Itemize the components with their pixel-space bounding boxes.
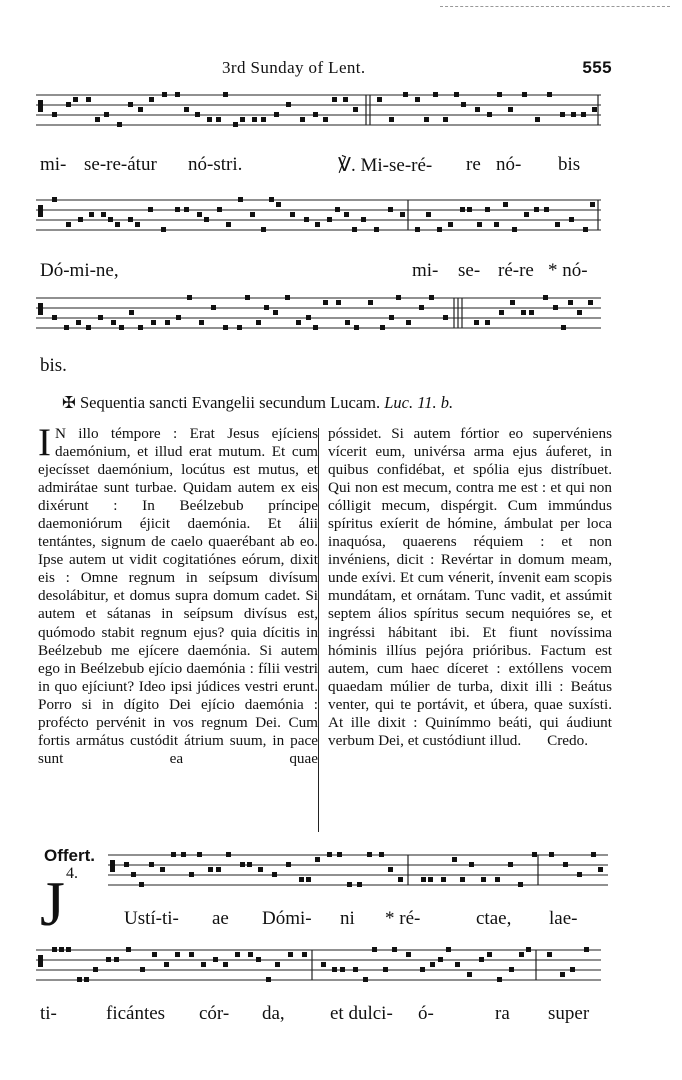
neume-note-icon [66,102,71,107]
neume-note-icon [261,117,266,122]
neume-note-icon [460,877,465,882]
neume-note-icon [469,862,474,867]
neume-note-icon [352,227,357,232]
neume-note-icon [581,112,586,117]
neume-note-icon [429,295,434,300]
neume-note-icon [66,947,71,952]
neume-note-icon [400,212,405,217]
neume-note-icon [52,112,57,117]
chant-clef-icon [38,955,43,967]
neume-note-icon [149,862,154,867]
neume-note-icon [59,947,64,952]
neume-note-icon [189,952,194,957]
neume-note-icon [475,107,480,112]
neume-note-icon [323,300,328,305]
neume-note-icon [563,862,568,867]
neume-note-icon [252,117,257,122]
neume-note-icon [415,227,420,232]
neume-note-icon [532,852,537,857]
chant-syllable: cór- [199,1003,230,1024]
neume-note-icon [509,967,514,972]
neume-note-icon [406,320,411,325]
neume-note-icon [52,947,57,952]
neume-note-icon [583,227,588,232]
neume-note-icon [428,877,433,882]
chant-syllable: nó- [496,154,522,175]
neume-note-icon [274,112,279,117]
neume-note-icon [499,310,504,315]
neume-note-icon [128,217,133,222]
neume-note-icon [165,320,170,325]
neume-note-icon [487,112,492,117]
neume-note-icon [379,852,384,857]
column-divider [318,428,319,832]
neume-note-icon [372,947,377,952]
neume-note-icon [380,325,385,330]
neume-note-icon [306,877,311,882]
gospel-heading [62,393,453,413]
neume-note-icon [199,320,204,325]
neume-note-icon [197,212,202,217]
neume-note-icon [126,947,131,952]
neume-note-icon [187,295,192,300]
neume-note-icon [389,117,394,122]
neume-note-icon [461,102,466,107]
neume-note-icon [161,227,166,232]
chant-syllable: ae [212,908,229,929]
neume-note-icon [332,967,337,972]
neume-note-icon [248,952,253,957]
neume-note-icon [588,300,593,305]
neume-note-icon [223,962,228,967]
neume-note-icon [570,967,575,972]
neume-note-icon [124,862,129,867]
neume-note-icon [388,207,393,212]
chant-syllable: ra [495,1003,510,1024]
chant-syllable: re [466,154,481,175]
neume-note-icon [568,300,573,305]
neume-note-icon [139,882,144,887]
neume-note-icon [296,320,301,325]
neume-note-icon [495,877,500,882]
neume-note-icon [420,967,425,972]
chant-clef-icon [38,205,43,217]
drop-cap: I [38,421,51,464]
neume-note-icon [437,227,442,232]
neume-note-icon [216,117,221,122]
neume-note-icon [343,97,348,102]
neume-note-icon [106,957,111,962]
neume-note-icon [396,295,401,300]
chant-syllable: et dulci- [330,1003,393,1024]
chant-syllable: * ré- [385,908,421,929]
neume-note-icon [195,112,200,117]
neume-note-icon [315,222,320,227]
neume-note-icon [508,107,513,112]
chant-syllable: Dó-mi-ne, [40,260,119,281]
offertory-label: Offert. [44,846,95,865]
neume-note-icon [336,300,341,305]
neume-note-icon [560,112,565,117]
chant-syllable: ré-re [498,260,534,281]
neume-note-icon [208,867,213,872]
chant-staff-4 [108,845,608,905]
neume-note-icon [323,117,328,122]
neume-note-icon [474,320,479,325]
neume-note-icon [273,310,278,315]
neume-note-icon [286,102,291,107]
neume-note-icon [306,315,311,320]
neume-note-icon [247,862,252,867]
gospel-heading-text: ✠ Sequentia sancti Evangelii secundum Lucam. [62,393,381,412]
neume-note-icon [286,862,291,867]
neume-note-icon [89,212,94,217]
neume-note-icon [534,207,539,212]
neume-note-icon [207,117,212,122]
gospel-text-right: póssidet. Si autem fórtior eo supervéniens vícerit eum, univérsa arma ejus áuferet, in quibus confidébat, et spólia ejus distríbuet. Qui non est mecum, contra me est : et qui non cólligit mecum, dispérgit. Cum immúndus spíritus exíerit de hómine, ámbulat per loca inaquósa, quaerens réquiem : et non invéniens, dicit : Revértar in domum meam, unde exívi. Et cum vénerit, ínvenit eam scopis mundátam, et ornátam. Tunc vadit, et assúmit septem álios spíritus secum nequióres se, et ingréssi hábitant ibi. Et fiunt novíssima hóminis illíus pejóra prióribus. Factum est autem, cum haec díceret : extóllens vocem quaedam múlier de turba, dixit illi : Beátus venter, qui te portávit, et úbera, quae suxísti. At ille dixit : Quinímmo beáti, qui áudiunt verbum Dei, et custódiunt illud. [328,425,612,749]
neume-note-icon [217,207,222,212]
neume-note-icon [256,957,261,962]
neume-note-icon [313,112,318,117]
neume-note-icon [438,957,443,962]
neume-note-icon [84,977,89,982]
neume-note-icon [433,92,438,97]
neume-note-icon [86,325,91,330]
chant-syllable: ni [340,908,355,929]
neume-note-icon [98,315,103,320]
neume-note-icon [78,217,83,222]
chant-syllable: ℣. Mi-se-ré- [338,155,433,176]
neume-note-icon [299,877,304,882]
neume-note-icon [235,952,240,957]
neume-note-icon [52,197,57,202]
neume-note-icon [430,962,435,967]
neume-note-icon [76,320,81,325]
chant-syllable: ficántes [106,1003,166,1024]
chant-syllable: ti- [40,1003,57,1024]
neume-note-icon [353,967,358,972]
neume-note-icon [512,227,517,232]
chant-syllable: se-re-átur [84,154,157,175]
neume-note-icon [332,97,337,102]
chant-syllable: mi- [40,154,67,175]
page-edge-mark [440,6,670,8]
neume-note-icon [518,882,523,887]
neume-note-icon [119,325,124,330]
neume-note-icon [204,217,209,222]
neume-note-icon [288,952,293,957]
neume-note-icon [138,107,143,112]
neume-note-icon [266,977,271,982]
neume-note-icon [485,207,490,212]
neume-note-icon [510,300,515,305]
neume-note-icon [285,295,290,300]
neume-note-icon [258,867,263,872]
neume-note-icon [363,977,368,982]
neume-note-icon [151,320,156,325]
neume-note-icon [95,117,100,122]
neume-note-icon [175,207,180,212]
neume-note-icon [135,222,140,227]
neume-note-icon [152,952,157,957]
neume-note-icon [140,967,145,972]
neume-note-icon [256,320,261,325]
neume-note-icon [290,212,295,217]
neume-note-icon [131,872,136,877]
neume-note-icon [250,212,255,217]
neume-note-icon [406,952,411,957]
neume-note-icon [240,862,245,867]
neume-note-icon [521,310,526,315]
neume-note-icon [245,295,250,300]
neume-note-icon [591,852,596,857]
neume-note-icon [160,867,165,872]
neume-note-icon [392,947,397,952]
neume-note-icon [149,97,154,102]
chant-syllable: se- [458,260,481,281]
neume-note-icon [598,867,603,872]
chant-staff-1 [36,85,601,145]
chant-syllable: * nó- [548,260,588,281]
neume-note-icon [555,222,560,227]
neume-note-icon [171,852,176,857]
neume-note-icon [233,122,238,127]
neume-note-icon [443,117,448,122]
neume-note-icon [264,305,269,310]
neume-note-icon [497,92,502,97]
chant-syllable: super [548,1003,590,1024]
neume-note-icon [354,325,359,330]
running-header: 3rd Sunday of Lent. [222,58,366,77]
neume-note-icon [571,112,576,117]
chant-syllable: mi- [412,260,439,281]
neume-note-icon [519,952,524,957]
neume-note-icon [240,117,245,122]
chant-staff-2 [36,190,601,250]
neume-note-icon [175,952,180,957]
neume-note-icon [300,117,305,122]
chant-syllable: ó- [418,1003,434,1024]
neume-note-icon [223,92,228,97]
neume-note-icon [226,222,231,227]
neume-note-icon [452,857,457,862]
neume-note-icon [415,97,420,102]
neume-note-icon [176,315,181,320]
neume-note-icon [454,92,459,97]
neume-note-icon [164,962,169,967]
neume-note-icon [529,310,534,315]
neume-note-icon [327,852,332,857]
neume-note-icon [340,967,345,972]
neume-note-icon [479,957,484,962]
neume-note-icon [315,857,320,862]
neume-note-icon [460,207,465,212]
neume-note-icon [184,107,189,112]
neume-note-icon [104,112,109,117]
neume-note-icon [302,952,307,957]
chant-clef-icon [38,100,43,112]
neume-note-icon [101,212,106,217]
neume-note-icon [148,207,153,212]
chant-syllable: lae- [549,908,578,929]
chant-clef-icon [110,860,115,872]
neume-note-icon [201,962,206,967]
neume-note-icon [389,315,394,320]
chant-syllable: Ustí-ti- [124,908,179,929]
neume-note-icon [577,310,582,315]
neume-note-icon [549,852,554,857]
neume-note-icon [398,877,403,882]
neume-note-icon [560,972,565,977]
neume-note-icon [117,122,122,127]
neume-note-icon [524,212,529,217]
neume-note-icon [443,315,448,320]
neume-note-icon [367,852,372,857]
neume-note-icon [584,947,589,952]
neume-note-icon [128,102,133,107]
neume-note-icon [175,92,180,97]
neume-note-icon [111,320,116,325]
neume-note-icon [52,315,57,320]
chant-syllable: bis [558,154,581,175]
neume-note-icon [226,852,231,857]
neume-note-icon [86,97,91,102]
neume-note-icon [590,202,595,207]
chant-syllable: Dómi- [262,908,312,929]
neume-note-icon [275,962,280,967]
neume-note-icon [237,325,242,330]
neume-note-icon [304,217,309,222]
neume-note-icon [561,325,566,330]
neume-note-icon [269,197,274,202]
neume-note-icon [73,97,78,102]
neume-note-icon [261,227,266,232]
neume-note-icon [467,207,472,212]
neume-note-icon [426,212,431,217]
neume-note-icon [213,957,218,962]
neume-note-icon [197,852,202,857]
chant-staff-5 [36,940,601,1000]
neume-note-icon [64,325,69,330]
neume-note-icon [544,207,549,212]
neume-note-icon [448,222,453,227]
neume-note-icon [335,207,340,212]
neume-note-icon [494,222,499,227]
neume-note-icon [108,217,113,222]
neume-note-icon [347,882,352,887]
offertory-number: 4. [66,865,78,882]
neume-note-icon [421,877,426,882]
neume-note-icon [508,862,513,867]
neume-note-icon [368,300,373,305]
neume-note-icon [377,97,382,102]
neume-note-icon [313,325,318,330]
neume-note-icon [66,222,71,227]
neume-note-icon [467,972,472,977]
neume-note-icon [162,92,167,97]
neume-note-icon [441,877,446,882]
neume-note-icon [424,117,429,122]
offertory-initial: J [40,868,65,939]
neume-note-icon [569,217,574,222]
neume-note-icon [477,222,482,227]
neume-note-icon [276,202,281,207]
neume-note-icon [592,107,597,112]
neume-note-icon [522,92,527,97]
neume-note-icon [353,107,358,112]
neume-note-icon [344,212,349,217]
neume-note-icon [487,952,492,957]
neume-note-icon [383,967,388,972]
neume-note-icon [403,92,408,97]
neume-note-icon [272,872,277,877]
neume-note-icon [337,852,342,857]
neume-note-icon [419,305,424,310]
neume-note-icon [345,320,350,325]
neume-note-icon [357,882,362,887]
neume-note-icon [216,867,221,872]
neume-note-icon [547,952,552,957]
credo-rubric: Credo. [547,731,588,749]
neume-note-icon [361,217,366,222]
neume-note-icon [115,222,120,227]
gospel-column-left [38,421,318,768]
neume-note-icon [388,867,393,872]
neume-note-icon [211,305,216,310]
neume-note-icon [77,977,82,982]
neume-note-icon [93,967,98,972]
gospel-reference: Luc. 11. b. [384,393,454,412]
neume-note-icon [114,957,119,962]
neume-note-icon [446,947,451,952]
page-number: 555 [582,58,612,77]
neume-note-icon [455,962,460,967]
gospel-text-left: N illo témpore : Erat Jesus ejíciens daemónium, et illud erat mutum. Et cum ejecísset daemónium, locútus est mutus, et admirátae sunt turbae. Quidam autem ex eis dixérunt : In Beélzebub príncipe daemoniórum éjicit daemónia. Et álii tentántes, signum de caelo quaerébant ab eo. Ipse autem ut vidit cogitatiónes eórum, dixit eis : Omne regnum in seípsum divísum desolábitur, et domus supra domum cadet. Si autem et sátanas in seípsum divísus est, quómodo stabit regnum ejus? quia dícitis in Beélzebub me ejícere daemónia. Si autem ego in Beélzebub ejício daemónia : fílii vestri in quo ejíciunt? Ideo ipsi júdices vestri erunt. Porro si in dígito Dei ejício daemónia : profécto pervénit in vos regnum Dei. Cum fortis armátus custódit átrium suum, in pace sunt ea quae [38,425,318,767]
gospel-column-right [328,425,612,750]
chant-syllable: da, [262,1003,285,1024]
neume-note-icon [485,320,490,325]
neume-note-icon [189,872,194,877]
neume-note-icon [223,325,228,330]
neume-note-icon [374,227,379,232]
neume-note-icon [497,977,502,982]
neume-note-icon [503,202,508,207]
neume-note-icon [138,325,143,330]
chant-syllable: nó-stri. [188,154,243,175]
chant-clef-icon [38,303,43,315]
neume-note-icon [543,295,548,300]
neume-note-icon [577,872,582,877]
chant-syllable: ctae, [476,908,512,929]
neume-note-icon [535,117,540,122]
neume-note-icon [327,217,332,222]
neume-note-icon [129,310,134,315]
chant-syllable: bis. [40,355,67,376]
neume-note-icon [481,877,486,882]
neume-note-icon [184,207,189,212]
neume-note-icon [238,197,243,202]
neume-note-icon [321,962,326,967]
neume-note-icon [553,305,558,310]
neume-note-icon [181,852,186,857]
neume-note-icon [526,947,531,952]
chant-staff-3 [36,288,601,348]
neume-note-icon [547,92,552,97]
